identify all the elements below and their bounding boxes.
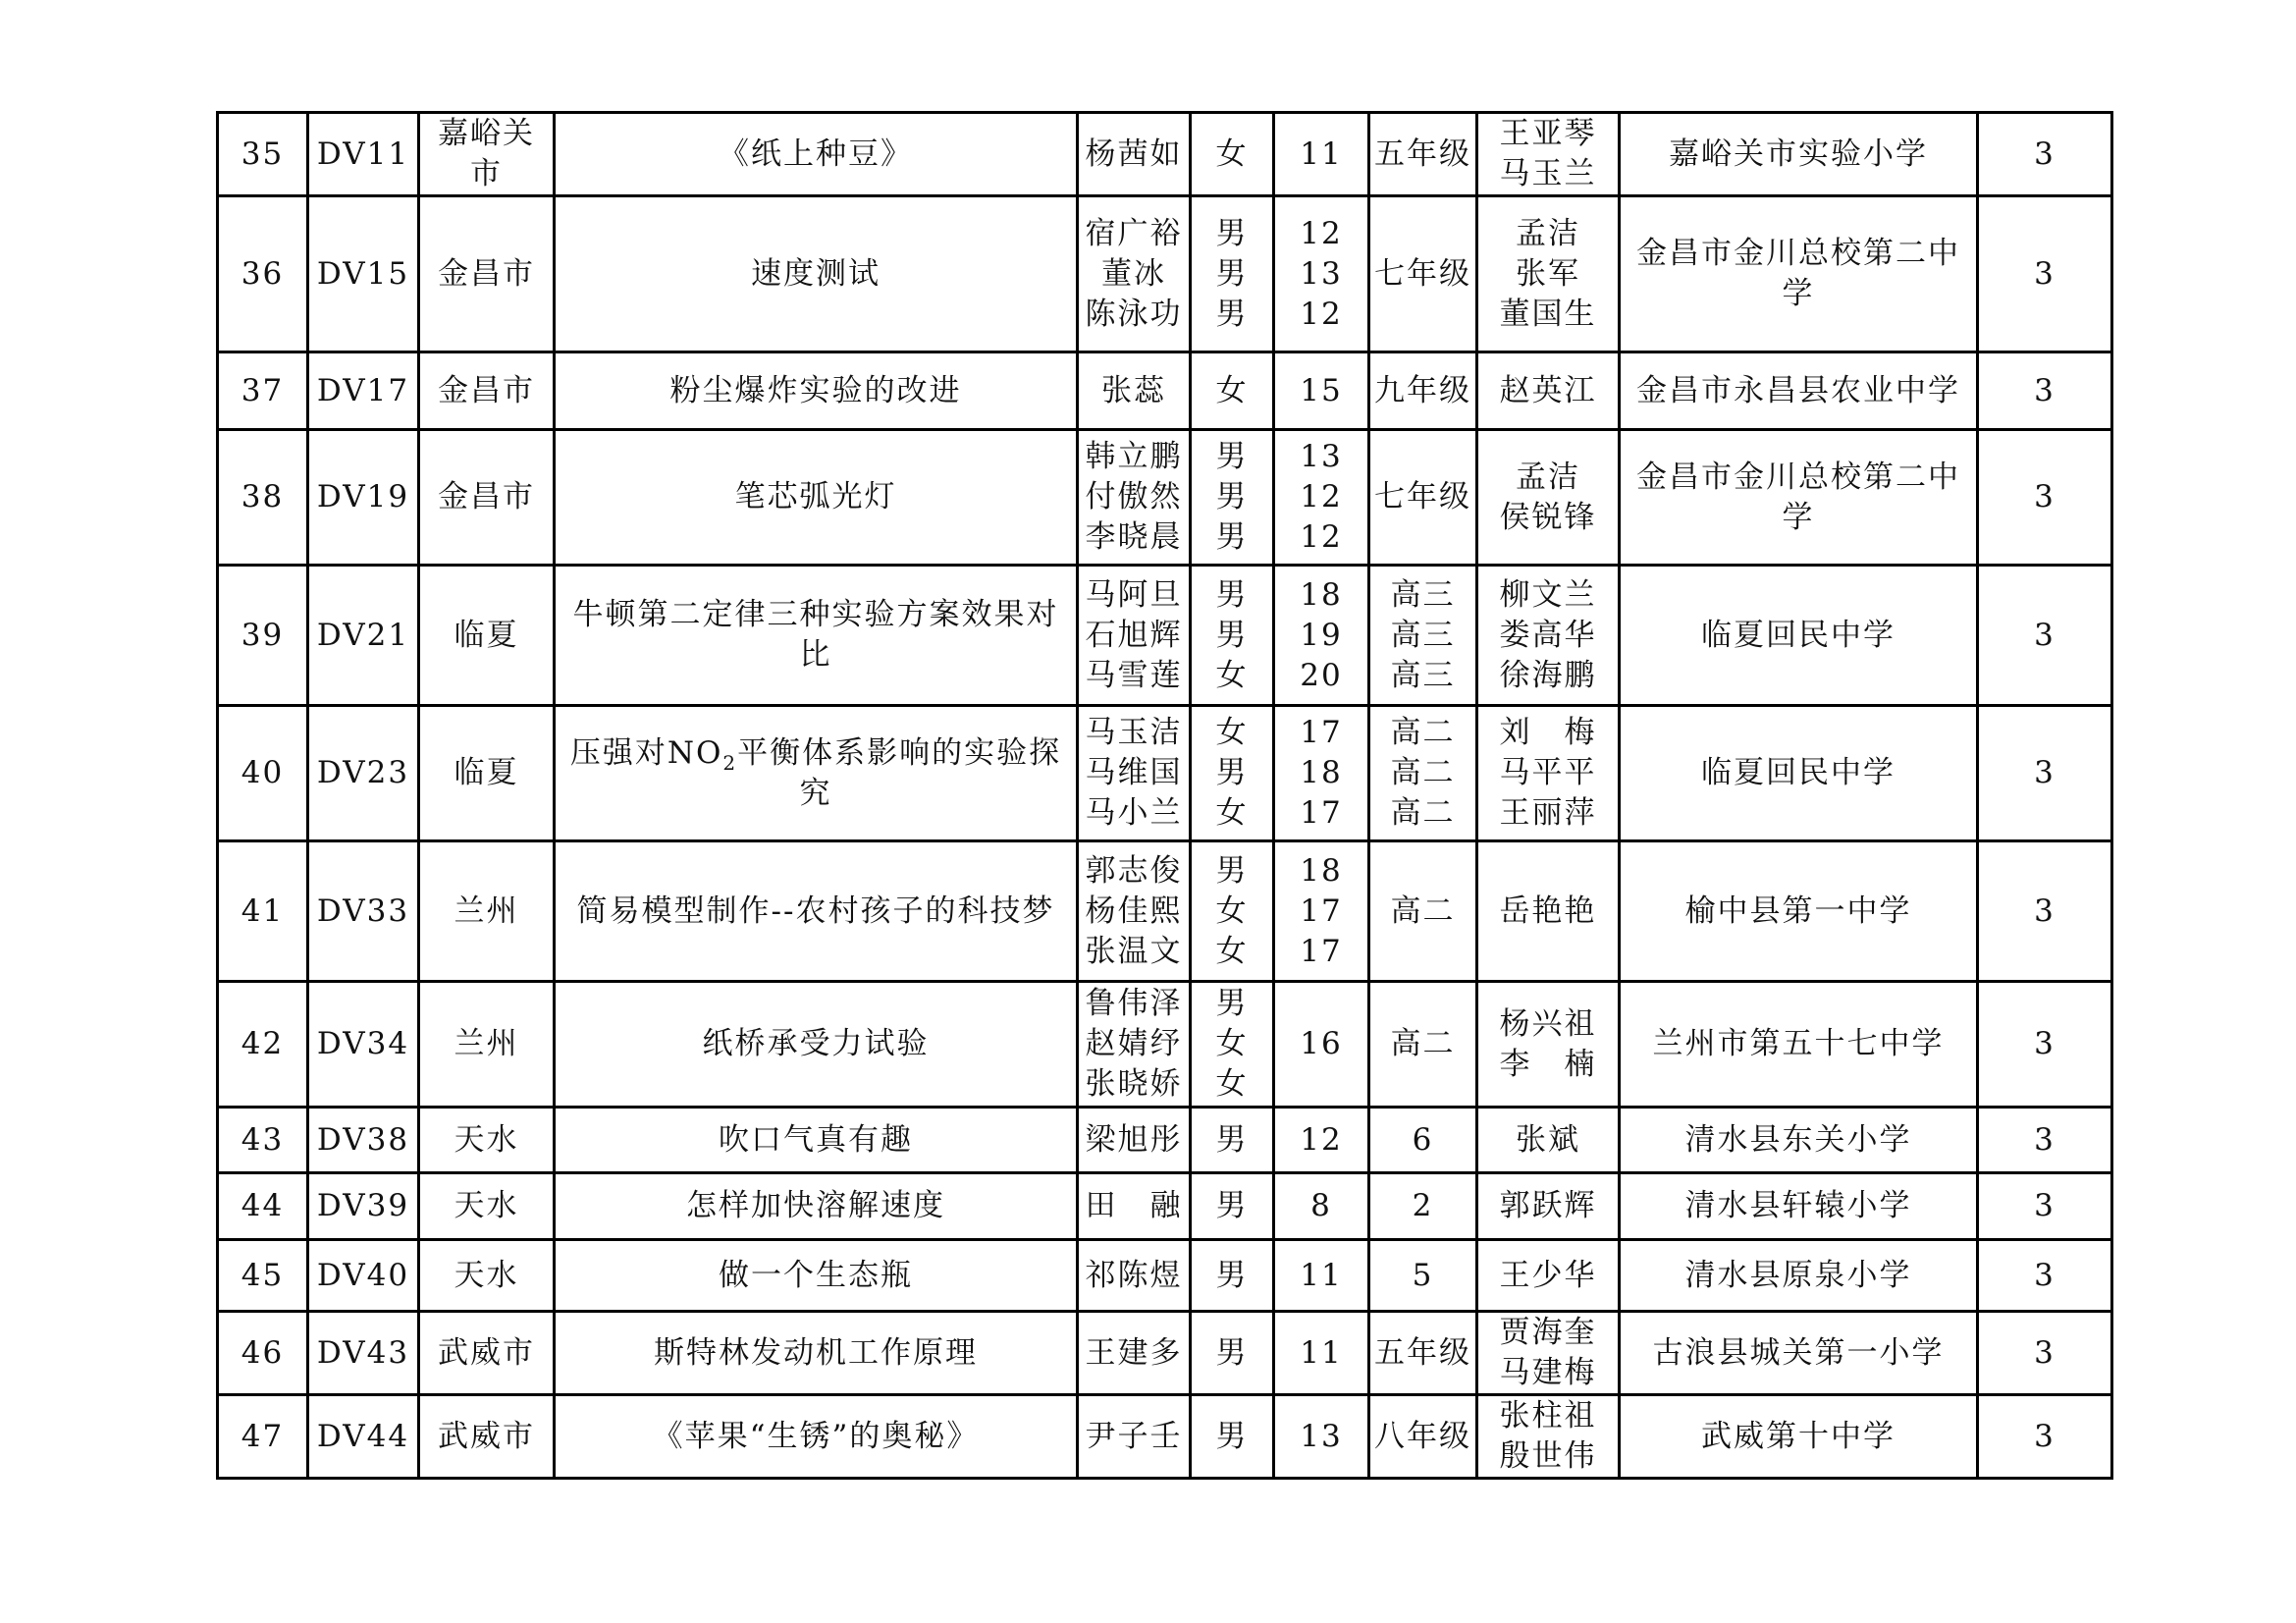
title-subscript: 2: [722, 750, 738, 775]
cell-teachers: 贾海奎 马建梅: [1477, 1312, 1620, 1395]
cell-score: 3: [1978, 841, 2112, 982]
cell-gender: 男: [1191, 1173, 1274, 1240]
cell-title: 《苹果“生锈”的奥秘》: [555, 1395, 1078, 1479]
cell-gender: 男: [1191, 1395, 1274, 1479]
cell-region: 兰州: [419, 841, 555, 982]
cell-teachers: 孟洁 张军 董国生: [1477, 196, 1620, 352]
cell-score: 3: [1978, 430, 2112, 566]
cell-no: 47: [218, 1395, 308, 1479]
cell-age: 13 12 12: [1274, 430, 1369, 566]
cell-gender: 男 男 男: [1191, 196, 1274, 352]
cell-students: 马玉洁 马维国 马小兰: [1078, 706, 1191, 841]
cell-score: 3: [1978, 352, 2112, 430]
cell-teachers: 王亚琴 马玉兰: [1477, 113, 1620, 196]
table-row: [218, 1108, 2112, 1173]
cell-code: DV15: [308, 196, 419, 352]
cell-title: 笔芯弧光灯: [555, 430, 1078, 566]
cell-teachers: 岳艳艳: [1477, 841, 1620, 982]
cell-teachers: 孟洁 侯锐锋: [1477, 430, 1620, 566]
cell-title: 速度测试: [555, 196, 1078, 352]
cell-title: 纸桥承受力试验: [555, 982, 1078, 1108]
cell-school: 兰州市第五十七中学: [1620, 982, 1978, 1108]
cell-code: DV17: [308, 352, 419, 430]
cell-age: 12: [1274, 1108, 1369, 1173]
cell-score: 3: [1978, 1173, 2112, 1240]
cell-grade: 八年级: [1369, 1395, 1477, 1479]
cell-code: DV21: [308, 566, 419, 706]
cell-gender: 男: [1191, 1240, 1274, 1312]
cell-no: 41: [218, 841, 308, 982]
cell-students: 马阿旦 石旭辉 马雪莲: [1078, 566, 1191, 706]
cell-school: 金昌市金川总校第二中 学: [1620, 430, 1978, 566]
cell-age: 13: [1274, 1395, 1369, 1479]
cell-gender: 男 女 女: [1191, 982, 1274, 1108]
cell-title: 怎样加快溶解速度: [555, 1173, 1078, 1240]
cell-no: 36: [218, 196, 308, 352]
table-row: [218, 1240, 2112, 1312]
cell-gender: 男 女 女: [1191, 841, 1274, 982]
cell-grade: 高二: [1369, 841, 1477, 982]
cell-grade: 五年级: [1369, 1312, 1477, 1395]
cell-students: 宿广裕 董冰 陈泳功: [1078, 196, 1191, 352]
cell-title: 《纸上种豆》: [555, 113, 1078, 196]
cell-code: DV39: [308, 1173, 419, 1240]
cell-code: DV40: [308, 1240, 419, 1312]
cell-teachers: 赵英江: [1477, 352, 1620, 430]
cell-title: 牛顿第二定律三种实验方案效果对 比: [555, 566, 1078, 706]
cell-teachers: 张柱祖 殷世伟: [1477, 1395, 1620, 1479]
cell-students: 郭志俊 杨佳熙 张温文: [1078, 841, 1191, 982]
cell-grade: 高二: [1369, 982, 1477, 1108]
cell-no: 43: [218, 1108, 308, 1173]
cell-age: 18 19 20: [1274, 566, 1369, 706]
cell-school: 古浪县城关第一小学: [1620, 1312, 1978, 1395]
cell-students: 王建多: [1078, 1312, 1191, 1395]
cell-age: 15: [1274, 352, 1369, 430]
cell-teachers: 柳文兰 娄高华 徐海鹏: [1477, 566, 1620, 706]
cell-school: 临夏回民中学: [1620, 566, 1978, 706]
cell-age: 12 13 12: [1274, 196, 1369, 352]
cell-age: 11: [1274, 1312, 1369, 1395]
table-row: [218, 113, 2112, 196]
cell-grade: 七年级: [1369, 196, 1477, 352]
cell-region: 武威市: [419, 1395, 555, 1479]
table-row: [218, 841, 2112, 982]
table-row: [218, 706, 2112, 841]
cell-gender: 男 男 女: [1191, 566, 1274, 706]
cell-code: DV44: [308, 1395, 419, 1479]
cell-code: DV34: [308, 982, 419, 1108]
cell-region: 临夏: [419, 566, 555, 706]
table-row: [218, 1173, 2112, 1240]
cell-grade: 2: [1369, 1173, 1477, 1240]
cell-age: 16: [1274, 982, 1369, 1108]
cell-title: 斯特林发动机工作原理: [555, 1312, 1078, 1395]
cell-region: 金昌市: [419, 196, 555, 352]
cell-no: 45: [218, 1240, 308, 1312]
cell-students: 田 融: [1078, 1173, 1191, 1240]
cell-grade: 5: [1369, 1240, 1477, 1312]
cell-grade: 五年级: [1369, 113, 1477, 196]
cell-region: 武威市: [419, 1312, 555, 1395]
cell-students: 梁旭彤: [1078, 1108, 1191, 1173]
cell-title: 简易模型制作--农村孩子的科技梦: [555, 841, 1078, 982]
cell-age: 8: [1274, 1173, 1369, 1240]
cell-teachers: 郭跃辉: [1477, 1173, 1620, 1240]
cell-grade: 七年级: [1369, 430, 1477, 566]
cell-score: 3: [1978, 566, 2112, 706]
cell-score: 3: [1978, 982, 2112, 1108]
cell-gender: 女 男 女: [1191, 706, 1274, 841]
table-row: [218, 1312, 2112, 1395]
table-row: [218, 1395, 2112, 1479]
cell-no: 44: [218, 1173, 308, 1240]
cell-gender: 男 男 男: [1191, 430, 1274, 566]
cell-grade: 高二 高二 高二: [1369, 706, 1477, 841]
cell-students: 韩立鹏 付傲然 李晓晨: [1078, 430, 1191, 566]
cell-region: 金昌市: [419, 352, 555, 430]
cell-age: 11: [1274, 113, 1369, 196]
cell-title: 吹口气真有趣: [555, 1108, 1078, 1173]
cell-school: 金昌市金川总校第二中 学: [1620, 196, 1978, 352]
cell-gender: 男: [1191, 1312, 1274, 1395]
cell-teachers: 张斌: [1477, 1108, 1620, 1173]
title-text-pre: 压强对NO: [569, 734, 723, 771]
cell-score: 3: [1978, 1395, 2112, 1479]
cell-grade: 6: [1369, 1108, 1477, 1173]
table-row: [218, 352, 2112, 430]
table-row: [218, 566, 2112, 706]
cell-school: 榆中县第一中学: [1620, 841, 1978, 982]
table-row: [218, 982, 2112, 1108]
cell-teachers: 刘 梅 马平平 王丽萍: [1477, 706, 1620, 841]
cell-no: 38: [218, 430, 308, 566]
cell-code: DV11: [308, 113, 419, 196]
cell-title: 粉尘爆炸实验的改进: [555, 352, 1078, 430]
cell-age: 17 18 17: [1274, 706, 1369, 841]
cell-school: 临夏回民中学: [1620, 706, 1978, 841]
cell-score: 3: [1978, 1108, 2112, 1173]
cell-gender: 女: [1191, 352, 1274, 430]
cell-gender: 男: [1191, 1108, 1274, 1173]
cell-score: 3: [1978, 196, 2112, 352]
cell-grade: 高三 高三 高三: [1369, 566, 1477, 706]
cell-code: DV38: [308, 1108, 419, 1173]
cell-region: 天水: [419, 1108, 555, 1173]
cell-title: 做一个生态瓶: [555, 1240, 1078, 1312]
cell-students: 尹子壬: [1078, 1395, 1191, 1479]
cell-region: 天水: [419, 1173, 555, 1240]
cell-score: 3: [1978, 1312, 2112, 1395]
cell-code: DV19: [308, 430, 419, 566]
cell-teachers: 杨兴祖 李 楠: [1477, 982, 1620, 1108]
cell-region: 兰州: [419, 982, 555, 1108]
cell-students: 杨茜如: [1078, 113, 1191, 196]
cell-no: 39: [218, 566, 308, 706]
cell-school: 金昌市永昌县农业中学: [1620, 352, 1978, 430]
cell-school: 武威第十中学: [1620, 1395, 1978, 1479]
cell-school: 清水县轩辕小学: [1620, 1173, 1978, 1240]
cell-no: 37: [218, 352, 308, 430]
table-row: [218, 196, 2112, 352]
cell-title: [555, 706, 1078, 841]
cell-no: 35: [218, 113, 308, 196]
cell-students: 鲁伟泽 赵婧纾 张晓娇: [1078, 982, 1191, 1108]
cell-school: 嘉峪关市实验小学: [1620, 113, 1978, 196]
cell-teachers: 王少华: [1477, 1240, 1620, 1312]
cell-region: 嘉峪关 市: [419, 113, 555, 196]
cell-school: 清水县东关小学: [1620, 1108, 1978, 1173]
cell-score: 3: [1978, 113, 2112, 196]
cell-region: 临夏: [419, 706, 555, 841]
cell-no: 40: [218, 706, 308, 841]
cell-score: 3: [1978, 1240, 2112, 1312]
cell-code: DV23: [308, 706, 419, 841]
cell-score: 3: [1978, 706, 2112, 841]
cell-no: 42: [218, 982, 308, 1108]
title-text-post: 平衡体系影响的实验探究: [737, 734, 1062, 811]
results-table: [216, 111, 2113, 1480]
cell-code: DV43: [308, 1312, 419, 1395]
cell-region: 金昌市: [419, 430, 555, 566]
cell-students: 祁陈煜: [1078, 1240, 1191, 1312]
table-row: [218, 430, 2112, 566]
cell-gender: 女: [1191, 113, 1274, 196]
cell-age: 18 17 17: [1274, 841, 1369, 982]
cell-students: 张蕊: [1078, 352, 1191, 430]
cell-region: 天水: [419, 1240, 555, 1312]
cell-age: 11: [1274, 1240, 1369, 1312]
cell-code: DV33: [308, 841, 419, 982]
cell-school: 清水县原泉小学: [1620, 1240, 1978, 1312]
cell-grade: 九年级: [1369, 352, 1477, 430]
cell-no: 46: [218, 1312, 308, 1395]
